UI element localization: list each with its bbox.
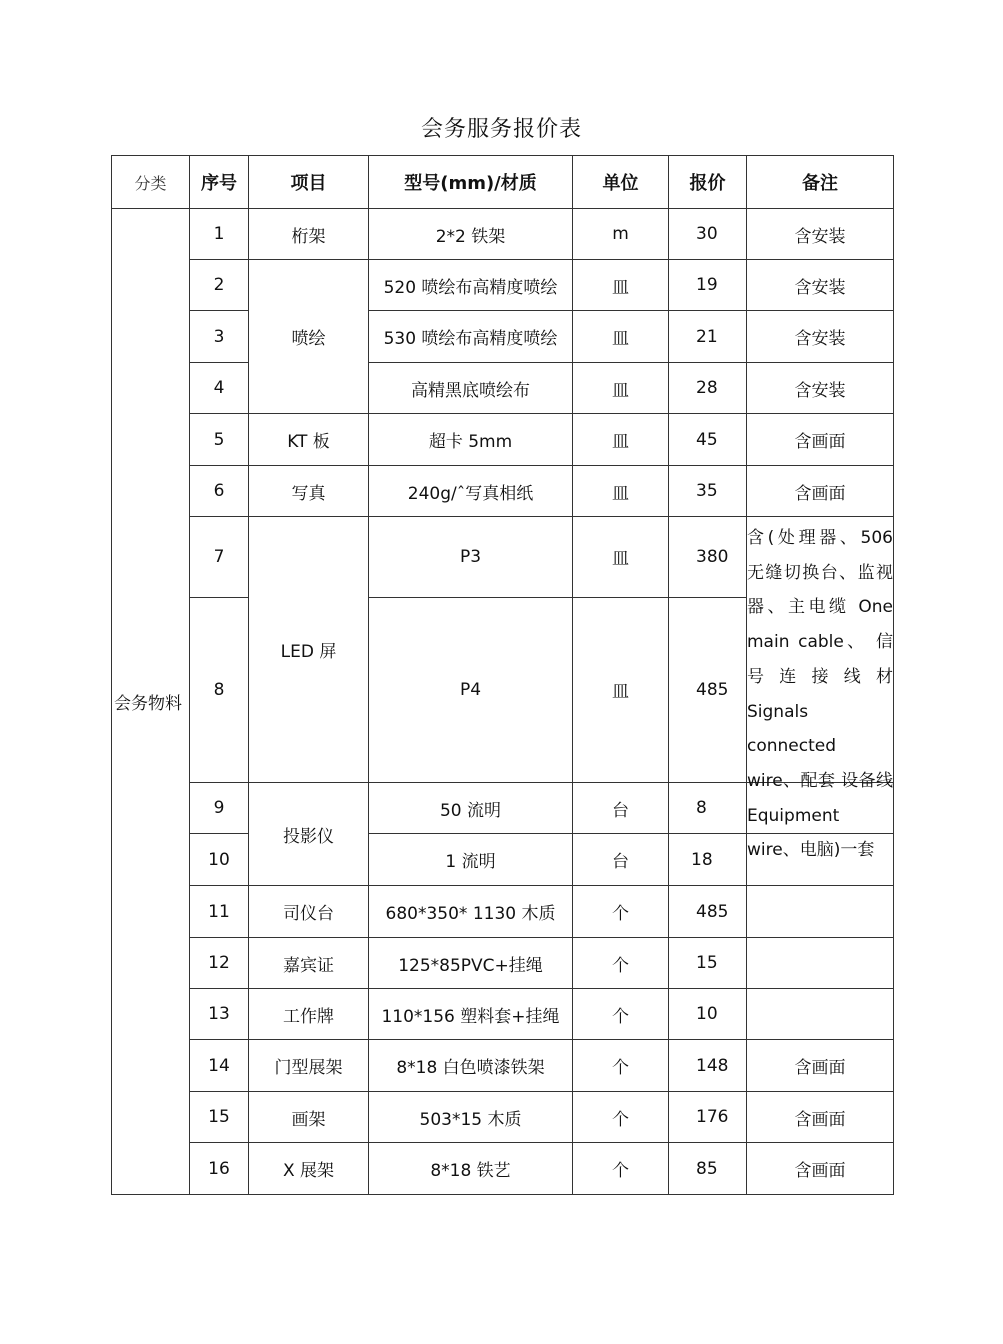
row-no: 14 [190,1040,249,1092]
row-no: 11 [190,886,249,938]
row-item: 嘉宾证 [249,938,369,989]
row-model: 高精黑底喷绘布 [369,363,573,414]
table-row [112,886,894,938]
group-item-penhui: 喷绘 [249,260,369,414]
row-price: 28 [669,363,747,414]
row-no: 2 [190,260,249,311]
row-price: 176 [669,1092,747,1143]
row-no: 4 [190,363,249,414]
row-price: 30 [669,209,747,260]
row-no: 13 [190,989,249,1040]
row-note: 含画面 [747,1040,894,1092]
row-no: 6 [190,466,249,517]
row-no: 9 [190,783,249,834]
row-unit: 台 [573,783,669,834]
row-unit: 台 [573,834,669,886]
row-no: 1 [190,209,249,260]
table-row [112,466,894,517]
row-model: 680*350* 1130 木质 [369,886,573,938]
row-item: 画架 [249,1092,369,1143]
row-note [747,938,894,989]
row-note: 含安装 [747,363,894,414]
header-no: 序号 [190,156,249,209]
row-no: 10 [190,834,249,886]
row-model: 8*18 铁艺 [369,1143,573,1195]
row-item: 桁架 [249,209,369,260]
row-item: 工作牌 [249,989,369,1040]
category-cell: 会务物料 [112,209,190,1195]
row-model: P4 [369,597,573,782]
row-unit: 皿 [573,597,669,782]
row-note [747,989,894,1040]
row-price: 485 [669,597,747,782]
header-row [112,156,894,209]
row-price: 10 [669,989,747,1040]
row-no: 3 [190,311,249,363]
table-row [112,311,894,363]
row-unit: 个 [573,1040,669,1092]
row-unit: 个 [573,938,669,989]
row-model: 2*2 铁架 [369,209,573,260]
row-no: 7 [190,517,249,598]
row-model: 530 喷绘布高精度喷绘 [369,311,573,363]
row-model: 超卡 5mm [369,414,573,466]
row-model: 8*18 白色喷漆铁架 [369,1040,573,1092]
row-unit: 个 [573,1143,669,1195]
table-row [112,260,894,311]
row-price: 485 [669,886,747,938]
row-price: 19 [669,260,747,311]
row-note: 含安装 [747,209,894,260]
row-no: 16 [190,1143,249,1195]
row-model: 520 喷绘布高精度喷绘 [369,260,573,311]
row-model: 110*156 塑料套+挂绳 [369,989,573,1040]
row-model: 240g/ˆ写真相纸 [369,466,573,517]
table-row [112,1040,894,1092]
row-note [747,886,894,938]
row-item: 写真 [249,466,369,517]
row-note: 含画面 [747,414,894,466]
table-row [112,209,894,260]
row-no: 5 [190,414,249,466]
header-note: 备注 [747,156,894,209]
row-unit: 皿 [573,414,669,466]
row-price: 380 [669,517,747,598]
table-row [112,989,894,1040]
row-no: 8 [190,597,249,782]
header-category: 分类 [112,156,190,209]
row-unit: 个 [573,886,669,938]
row-price: 45 [669,414,747,466]
row-model: P3 [369,517,573,598]
row-price: 148 [669,1040,747,1092]
row-unit: m [573,209,669,260]
row-model: 50 流明 [369,783,573,834]
row-price: 8 [669,783,747,834]
row-note: 含画面 [747,466,894,517]
row-no: 12 [190,938,249,989]
row-price: 18 [669,834,747,886]
table-row [112,517,894,598]
header-price: 报价 [669,156,747,209]
row-model: 125*85PVC+挂绳 [369,938,573,989]
row-unit: 皿 [573,260,669,311]
row-item: KT 板 [249,414,369,466]
row-unit: 皿 [573,517,669,598]
row-note: 含安装 [747,311,894,363]
table-row [112,938,894,989]
row-item: 门型展架 [249,1040,369,1092]
row-unit: 个 [573,1092,669,1143]
row-unit: 个 [573,989,669,1040]
table-row [112,414,894,466]
table-row [112,1092,894,1143]
row-model: 503*15 木质 [369,1092,573,1143]
row-model: 1 流明 [369,834,573,886]
row-note: 含安装 [747,260,894,311]
row-no: 15 [190,1092,249,1143]
header-unit: 单位 [573,156,669,209]
led-note [747,517,894,861]
row-unit: 皿 [573,363,669,414]
row-unit: 皿 [573,311,669,363]
header-model: 型号(mm)/材质 [369,156,573,209]
row-item: X 展架 [249,1143,369,1195]
row-note: 含画面 [747,1092,894,1143]
document-title: 会务服务报价表 [420,117,582,142]
row-item: 司仪台 [249,886,369,938]
group-item-led: LED 屏 [249,517,369,783]
table-row [112,1143,894,1195]
table-row [112,363,894,414]
row-note: 含画面 [747,1143,894,1195]
header-item: 项目 [249,156,369,209]
row-price: 35 [669,466,747,517]
row-price: 15 [669,938,747,989]
row-price: 21 [669,311,747,363]
quote-table [111,155,894,1195]
group-item-projector: 投影仪 [249,783,369,886]
row-price: 85 [669,1143,747,1195]
led-note-text: 含(处理器、506 无缝切换台、监视器、主电缆 One main cable、 信号连接线材 Signals connected wire、配套 设备线 Equipment wire、电脑)一套 [747,528,893,861]
row-unit: 皿 [573,466,669,517]
